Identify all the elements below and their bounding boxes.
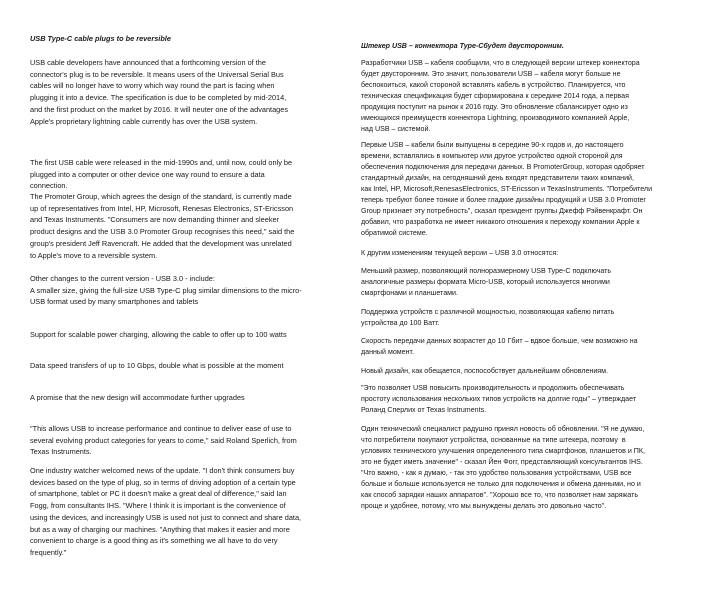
english-title: USB Type-C cable plugs to be reversible — [30, 34, 171, 43]
russian-paragraph-2: Первые USB – кабели были выпущены в середине 90-х годов и, до настоящего времени, вставлялись в компьютер или другое устройство одной стороной для обеспечения подключения для передачи данных. В PromoterGroup, которая одобряет стандартный дизайн, на сегодняшний день входят представители таких компаний, как Intel, HP, Microsoft,RenesasElectronics, ST-Ericsson и TexasInstruments. "Потребители теперь требуют более тонкие и более гладкие дизайны продукций и USB 3.0 Promoter Group признает эту потребность", сказал президент группы Джефф Рэйвенкрафт. Он добавил, что разработка не имеет никакого отношения к переходу компании Apple к обратимой системе. — [361, 141, 653, 237]
russian-paragraph-3: К другим изменениям текущей версии – USB 3.0 относятся: — [361, 249, 559, 257]
english-paragraph-8: "This allows USB to increase performance and continue to deliver ease of use to several evolving product categories for years to come," said Roland Sperlich, from Texas Instruments. — [30, 424, 297, 457]
english-paragraph-1: USB cable developers have announced that a forthcoming version of the connector's plug is to be reversible. It means users of the Universal Serial Bus cables will no longer have to worry which way round the part is facing when plugging it into a device. The specification is due to be completed by mid-2014, and the first product on the market by 2016. It will neuter one of the advantages Apple's proprietary lightning cable currently has over the USB system. — [30, 58, 289, 126]
russian-paragraph-1: Разработчики USB – кабеля сообщили, что в следующей версии штекер коннектора будет двусторонним. Это значит, пользователи USB – кабеля могут больше не беспокоиться, какой стороной вставлять кабель в устройство. Планируется, что техническая спецификация будет сформирована к середине 2014 года, а первая продукция поступит на рынок к 2016 году. Это обновление сбалансирует одно из имеющихся преимуществ коннектора Lightning, производимого компанией Apple, над USB – системой. — [361, 59, 640, 133]
russian-paragraph-7: Новый дизайн, как обещается, поспособствует дальнейшим обновлениям. — [361, 367, 608, 375]
english-paragraph-2: The first USB cable were released in the mid-1990s and, until now, could only be plugged into a computer or other device one way round to ensure a data connection. — [30, 158, 293, 191]
english-paragraph-7: A promise that the new design will accommodate further upgrades — [30, 393, 245, 402]
english-paragraph-5: Support for scalable power charging, allowing the cable to offer up to 100 watts — [30, 330, 287, 339]
russian-title: Штекер USB – коннектора Type-Cбудет двусторонним. — [361, 42, 564, 50]
english-paragraph-9: One industry watcher welcomed news of the update. "I don't think consumers buy devices based on the type of plug, so in terms of driving adoption of a certain type of smartphone, tablet or PC it doesn't make a great deal of difference," said Ian Fogg, from consultants IHS. "Where I think it is important is the convenience of using the devices, and increasingly USB is used not just to connect and share data, but as a way of charging our machines. "Anything that makes it easier and more convenient to charge is a good thing as it's something we all have to do very frequently." — [30, 466, 302, 557]
english-paragraph-4: Other changes to the current version - USB 3.0 - include: A smaller size, giving the full-size USB Type-C plug similar dimensions to the micro- USB format used by many smartphones and tablets — [30, 274, 302, 307]
english-paragraph-6: Data speed transfers of up to 10 Gbps, double what is possible at the moment — [30, 361, 284, 370]
russian-paragraph-6: Скорость передачи данных возрастет до 10 Гбит – вдвое больше, чем возможно на данный момент. — [361, 337, 638, 356]
russian-paragraph-4: Меньший размер, позволяющий полноразмерному USB Type-C подключать аналогичные размеры формата Micro-USB, который используется многими смартфонами и планшетами. — [361, 267, 612, 297]
russian-paragraph-5: Поддержка устройств с различной мощностью, позволяющая кабелю питать устройства до 100 Ватт. — [361, 308, 615, 327]
russian-paragraph-8: "Это позволяет USB повысить производительность и продолжить обеспечивать простоту использования нескольких типов устройств на долгие годы" – утверждает Роланд Сперлих от Texas Instruments. — [361, 384, 637, 414]
russian-paragraph-9: Один технический специалист радушно принял новость об обновлении. "Я не думаю, что потребители покупают устройства, основанные на типе штекера, поэтому в условиях технического улучшения определенного типа смартфонов, планшетов и ПК, это не будет иметь значение" - сказал Йен Фогг, представляющий консультантов IHS. "Что важно, - как я думаю, - так это удобство пользования устройствами, USB все больше и больше используется не только для подключения и обмена данными, но и как способ зарядки наших аппаратов". "Хорошо все то, что позволяет нам заряжать проще и удобнее, потому, что мы вынуждены делать это довольно часто". — [361, 425, 645, 510]
english-paragraph-3: The Promoter Group, which agrees the design of the standard, is currently made up of representatives from Intel, HP, Microsoft, Renesas Electronics, ST-Ericsson and Texas Instruments. "Consumers are now demanding thinner and sleeker product designs and the USB 3.0 Promoter Group recognises this need," said the group's president Jeff Ravencraft. He added that the development was unrelated to Apple's move to a reversible system. — [30, 192, 295, 260]
